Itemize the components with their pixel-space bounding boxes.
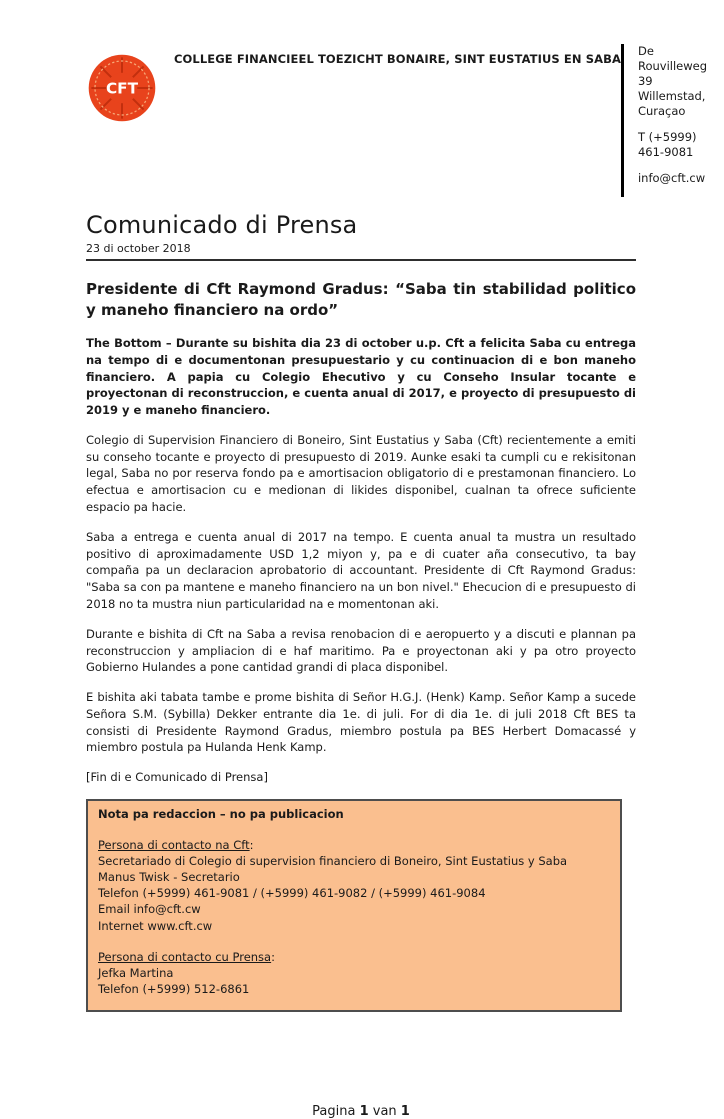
org-name: COLLEGE FINANCIEEL TOEZICHT BONAIRE, SINT EUSTATIUS EN SABA <box>174 52 621 66</box>
cft-contact-line: Internet www.cft.cw <box>98 918 213 933</box>
header-address-line2: Willemstad, Curaçao <box>637 88 706 118</box>
header-address <box>638 44 707 119</box>
press-contact-line: Jefka Martina <box>98 965 174 980</box>
document-date: 23 di october 2018 <box>86 241 191 255</box>
body-paragraph: E bishita aki tabata tambe e prome bishita di Señor H.G.J. (Henk) Kamp. Señor Kamp a sucede Señora S.M. (Sybilla) Dekker entrante dia 1e. di juli. For di dia 1e. di juli 2018 Cft BES ta consisti di Presidente Raymond Gradus, miembro postula pa BES Herbert Domacassé y miembro postula pa Hulanda Henk Kamp. <box>86 690 636 755</box>
cft-logo-icon <box>86 52 158 124</box>
lead-paragraph: The Bottom – Durante su bishita dia 23 di october u.p. Cft a felicita Saba cu entrega na tempo di e documentonan presupuestario y cu continuacion di e bon maneho financiero. A papia cu Colegio Ehecutivo y cu Conseho Insular tocante e proyectonan di reconstruccion, e cuenta anual di 2017, e proyecto di presupuesto di 2019 y e maneho financiero. <box>86 336 636 418</box>
cft-contact-line: Secretariado di Colegio di supervision financiero di Boneiro, Sint Eustatius y Saba <box>98 854 568 869</box>
body-paragraph: Colegio di Supervision Financiero di Boneiro, Sint Eustatius y Saba (Cft) recientemente a emiti su conseho tocante e proyecto di presupuesto di 2019. Aunke esaki ta cumpli cu e rekisitonan legal, Saba no por reserva fondo pa e amortisacion obligatorio di e prestamonan financiero. Lo efectua e amortisacion cu e medionan di likides disponibel, cualnan ta ofrece suficiente espacio pa hacie. <box>86 432 636 515</box>
header-address-line1: De Rouvilleweg 39 <box>637 44 708 88</box>
cft-contact-heading: Persona di contacto na Cft: <box>98 838 254 853</box>
press-contact-line: Telefon (+5999) 512-6861 <box>98 981 250 996</box>
spacer <box>98 934 610 949</box>
header-contact-block <box>621 44 707 197</box>
document-title: Comunicado di Prensa <box>86 210 358 239</box>
header-email: info@cft.cw <box>637 170 706 185</box>
note-box-title: Nota pa redaccion – no pa publicacion <box>98 806 344 821</box>
closing-line: [Fin di e Comunicado di Prensa] <box>86 770 268 785</box>
page-footer: Pagina 1 van 1 <box>312 1103 410 1119</box>
header-phone: T (+5999) 461-9081 <box>637 129 697 159</box>
editor-note-box <box>86 799 622 1012</box>
cft-contact-line: Email info@cft.cw <box>98 902 201 917</box>
page-total: 1 <box>400 1103 410 1119</box>
cft-contact-line: Manus Twisk - Secretario <box>98 870 240 885</box>
title-divider <box>86 259 636 261</box>
spacer <box>98 822 610 837</box>
body-paragraph: Saba a entrega e cuenta anual di 2017 na tempo. E cuenta anual ta mustra un resultado positivo di aproximadamente USD 1,2 miyon y, pa e di cuater aña consecutivo, ta bay compaña pa un declaracion aprobatorio di accountant. Presidente di Cft Raymond Gradus: "Saba sa con pa mantene e maneho financiero na un bon nivel." Ehecucion di e presupuesto di 2018 no ta mustra niun particularidad na e momentonan aki. <box>86 529 636 611</box>
press-contact-heading: Persona di contacto cu Prensa: <box>98 949 275 964</box>
cft-contact-line: Telefon (+5999) 461-9081 / (+5999) 461-9082 / (+5999) 461-9084 <box>98 886 486 901</box>
letterhead <box>86 44 708 197</box>
cft-logo-text: CFT <box>105 79 139 98</box>
body-paragraph: Durante e bishita di Cft na Saba a revisa renobacion di e aeropuerto y a discuti e plannan pa reconstruccion y ampliacion di e haf maritimo. Pa e proyectonan aki y pa otro proyecto Gobierno Hulandes a pone cantidad grandi di placa disponibel. <box>86 626 636 675</box>
headline: Presidente di Cft Raymond Gradus: “Saba tin stabilidad politico y maneho financiero na ordo” <box>86 279 636 320</box>
page-number: 1 <box>359 1103 369 1119</box>
